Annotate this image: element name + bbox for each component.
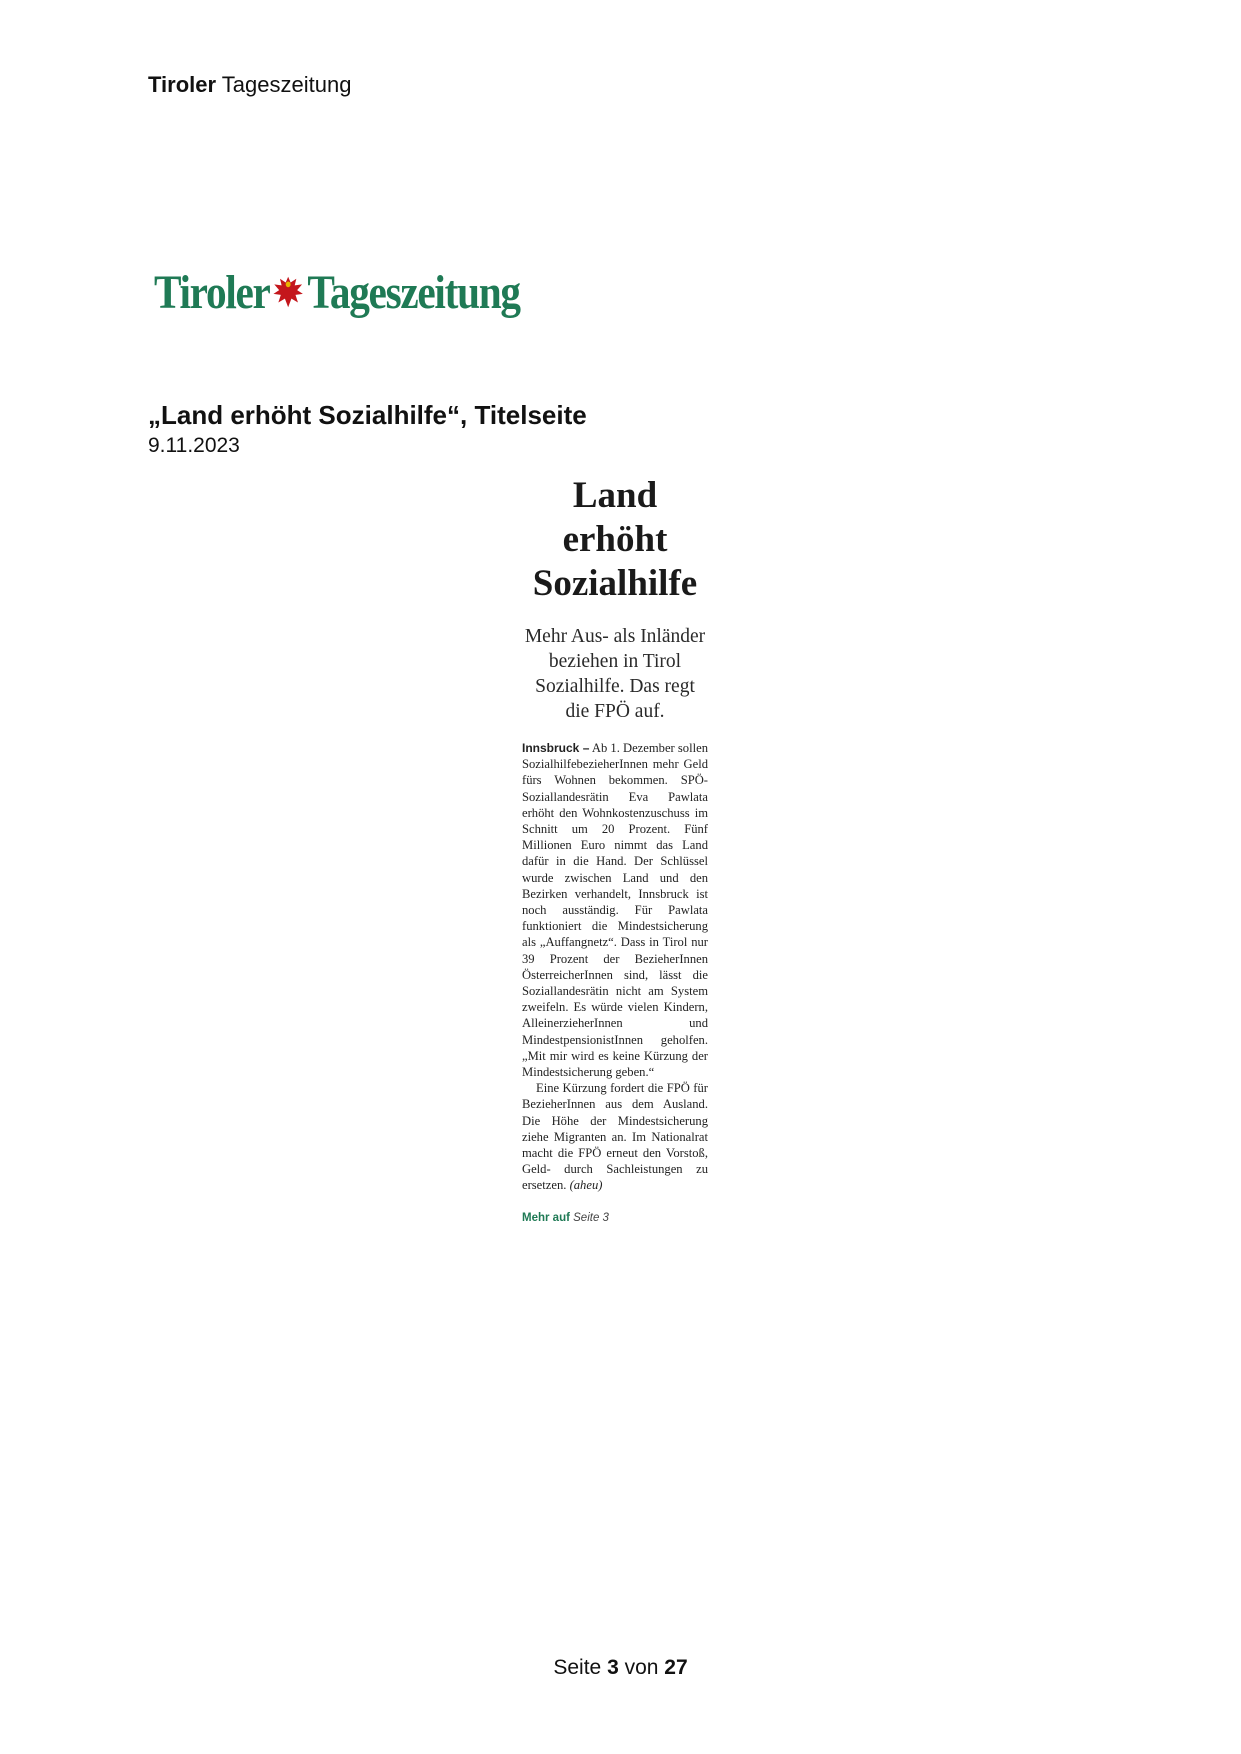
header-brand-rest: Tageszeitung — [221, 72, 352, 97]
headline-line: Sozialhilfe — [532, 563, 698, 604]
header-brand-bold: Tiroler — [148, 72, 217, 97]
article-paragraph — [522, 740, 708, 1080]
footer-middle: von — [624, 1656, 659, 1679]
author-signature: (aheu) — [569, 1178, 603, 1193]
tyrolean-eagle-icon — [272, 273, 305, 311]
headline-line: Land — [572, 475, 658, 516]
headline-line: erhöht — [562, 519, 668, 560]
masthead-word-2: Tageszeitung — [307, 265, 520, 319]
footer-total-pages: 27 — [664, 1656, 688, 1679]
paragraph-text: Eine Kürzung fordert die FPÖ für BezieherInnen aus dem Ausland. Die Höhe der Mindestsicherung ziehe Migranten an. Im Nationalrat macht die FPÖ erneut den Vorstoß, Geld- durch Sachleistungen zu ersetzen. — [522, 1081, 708, 1193]
footer-current-page: 3 — [607, 1656, 619, 1679]
page-footer — [0, 1656, 1241, 1680]
article-location: Innsbruck – — [522, 741, 590, 755]
article-clipping — [522, 474, 708, 1224]
newspaper-masthead-logo — [154, 262, 520, 322]
more-page: Seite 3 — [573, 1211, 609, 1224]
paragraph-text: Ab 1. Dezember sollen SozialhilfebezieherInnen mehr Geld fürs Wohnen bekommen. SPÖ-Soziallandesrätin Eva Pawlata erhöht den Wohnkostenzuschuss im Schnitt um 20 Prozent. Fünf Millionen Euro nimmt das Land dafür in die Hand. Der Schlüssel wurde zwischen Land und den Bezirken verhandelt, Innsbruck ist noch ausständig. Für Pawlata funktioniert die Mindestsicherung als „Auffangnetz“. Dass in Tirol nur 39 Prozent der BezieherInnen ÖsterreicherInnen sind, lässt die Soziallandesrätin nicht am System zweifeln. Es würde vielen Kindern, AlleinerzieherInnen und MindestpensionistInnen geholfen. „Mit mir wird es keine Kürzung der Mindestsicherung geben.“ — [522, 741, 708, 1080]
more-label: Mehr auf — [522, 1211, 570, 1224]
document-header — [148, 72, 351, 98]
footer-prefix: Seite — [553, 1656, 602, 1679]
more-on-page-reference — [522, 1212, 708, 1224]
clip-date: 9.11.2023 — [148, 434, 240, 457]
article-paragraph — [522, 1080, 708, 1193]
masthead-word-1: Tiroler — [154, 265, 270, 319]
clip-title: „Land erhöht Sozialhilfe“, Titelseite — [148, 400, 587, 430]
article-teaser: Mehr Aus- als Inländer beziehen in Tirol Sozialhilfe. Das regt die FPÖ auf. — [524, 626, 706, 722]
article-headline — [522, 474, 708, 606]
article-body — [522, 740, 708, 1194]
